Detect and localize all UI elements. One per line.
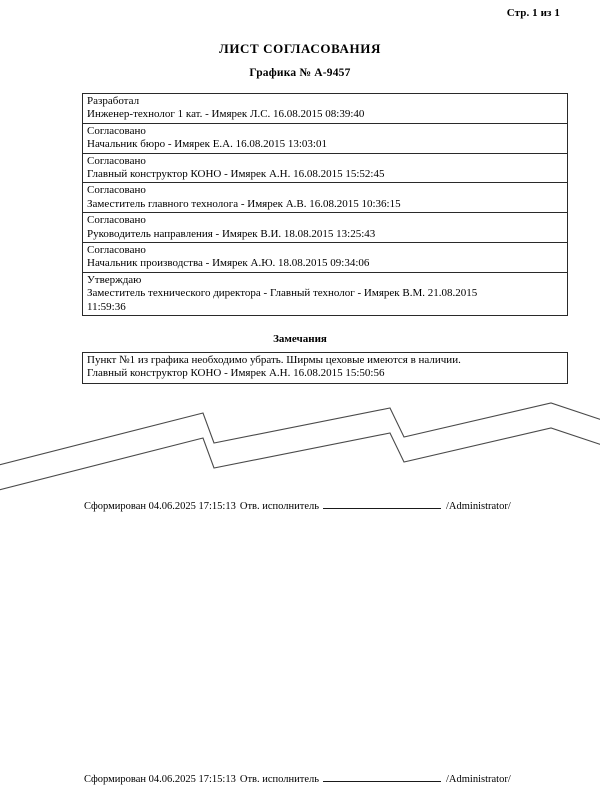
- signature-line: [323, 497, 441, 509]
- approval-action: Согласовано: [87, 184, 146, 197]
- approval-detail-continued: 11:59:36: [87, 300, 126, 313]
- approval-action: Согласовано: [87, 124, 146, 137]
- footer-generated: Сформирован 04.06.2025 17:15:13: [84, 501, 236, 512]
- approval-detail: Начальник бюро - Имярек Е.А. 16.08.2015 13:03:01: [87, 138, 327, 151]
- table-row: [83, 154, 567, 184]
- footer-top: [0, 497, 600, 513]
- approval-action: Разработал: [87, 95, 140, 107]
- footer-owner: /Administrator/: [446, 501, 511, 512]
- table-row: [83, 124, 567, 154]
- approval-detail: Начальник производства - Имярек А.Ю. 18.08.2015 09:34:06: [87, 257, 370, 270]
- table-row: [83, 213, 567, 243]
- remarks-heading: Замечания: [273, 333, 327, 345]
- approval-table: [82, 93, 568, 316]
- footer-responsible-label: Отв. исполнитель: [239, 774, 320, 785]
- sawtooth-line-lower: [0, 428, 600, 491]
- sawtooth-divider-graphic: [0, 393, 600, 493]
- remarks-text: Пункт №1 из графика необходимо убрать. Ширмы цеховые имеются в наличии.: [87, 354, 461, 366]
- document-subtitle: Графика № А-9457: [249, 67, 351, 79]
- page-number: Стр. 1 из 1: [506, 7, 560, 19]
- footer-owner: /Administrator/: [446, 774, 511, 785]
- remarks-author: Главный конструктор КОНО - Имярек А.Н. 16.08.2015 15:50:56: [87, 367, 385, 380]
- approval-detail: Заместитель главного технолога - Имярек А.В. 16.08.2015 10:36:15: [87, 197, 401, 210]
- approval-detail: Инженер-технолог 1 кат. - Имярек Л.С. 16.08.2015 08:39:40: [87, 108, 365, 121]
- footer-bottom: [0, 770, 600, 786]
- remarks-table: [82, 352, 568, 384]
- approval-action: Согласовано: [87, 244, 146, 257]
- table-row: [83, 243, 567, 273]
- footer-responsible-label: Отв. исполнитель: [239, 501, 320, 512]
- table-row: [83, 94, 567, 124]
- approval-detail: Руководитель направления - Имярек В.И. 18.08.2015 13:25:43: [87, 227, 376, 240]
- approval-detail: Заместитель технического директора - Главный технолог - Имярек В.М. 21.08.2015: [87, 287, 478, 300]
- signature-line: [323, 770, 441, 782]
- approval-action: Согласовано: [87, 214, 146, 227]
- table-row: [83, 273, 567, 315]
- approval-action: Согласовано: [87, 154, 146, 167]
- approval-action: Утверждаю: [87, 273, 142, 286]
- sawtooth-line-upper: [0, 403, 600, 466]
- footer-generated: Сформирован 04.06.2025 17:15:13: [84, 774, 236, 785]
- table-row: [83, 183, 567, 213]
- approval-detail: Главный конструктор КОНО - Имярек А.Н. 16.08.2015 15:52:45: [87, 168, 385, 181]
- document-title: ЛИСТ СОГЛАСОВАНИЯ: [219, 41, 381, 56]
